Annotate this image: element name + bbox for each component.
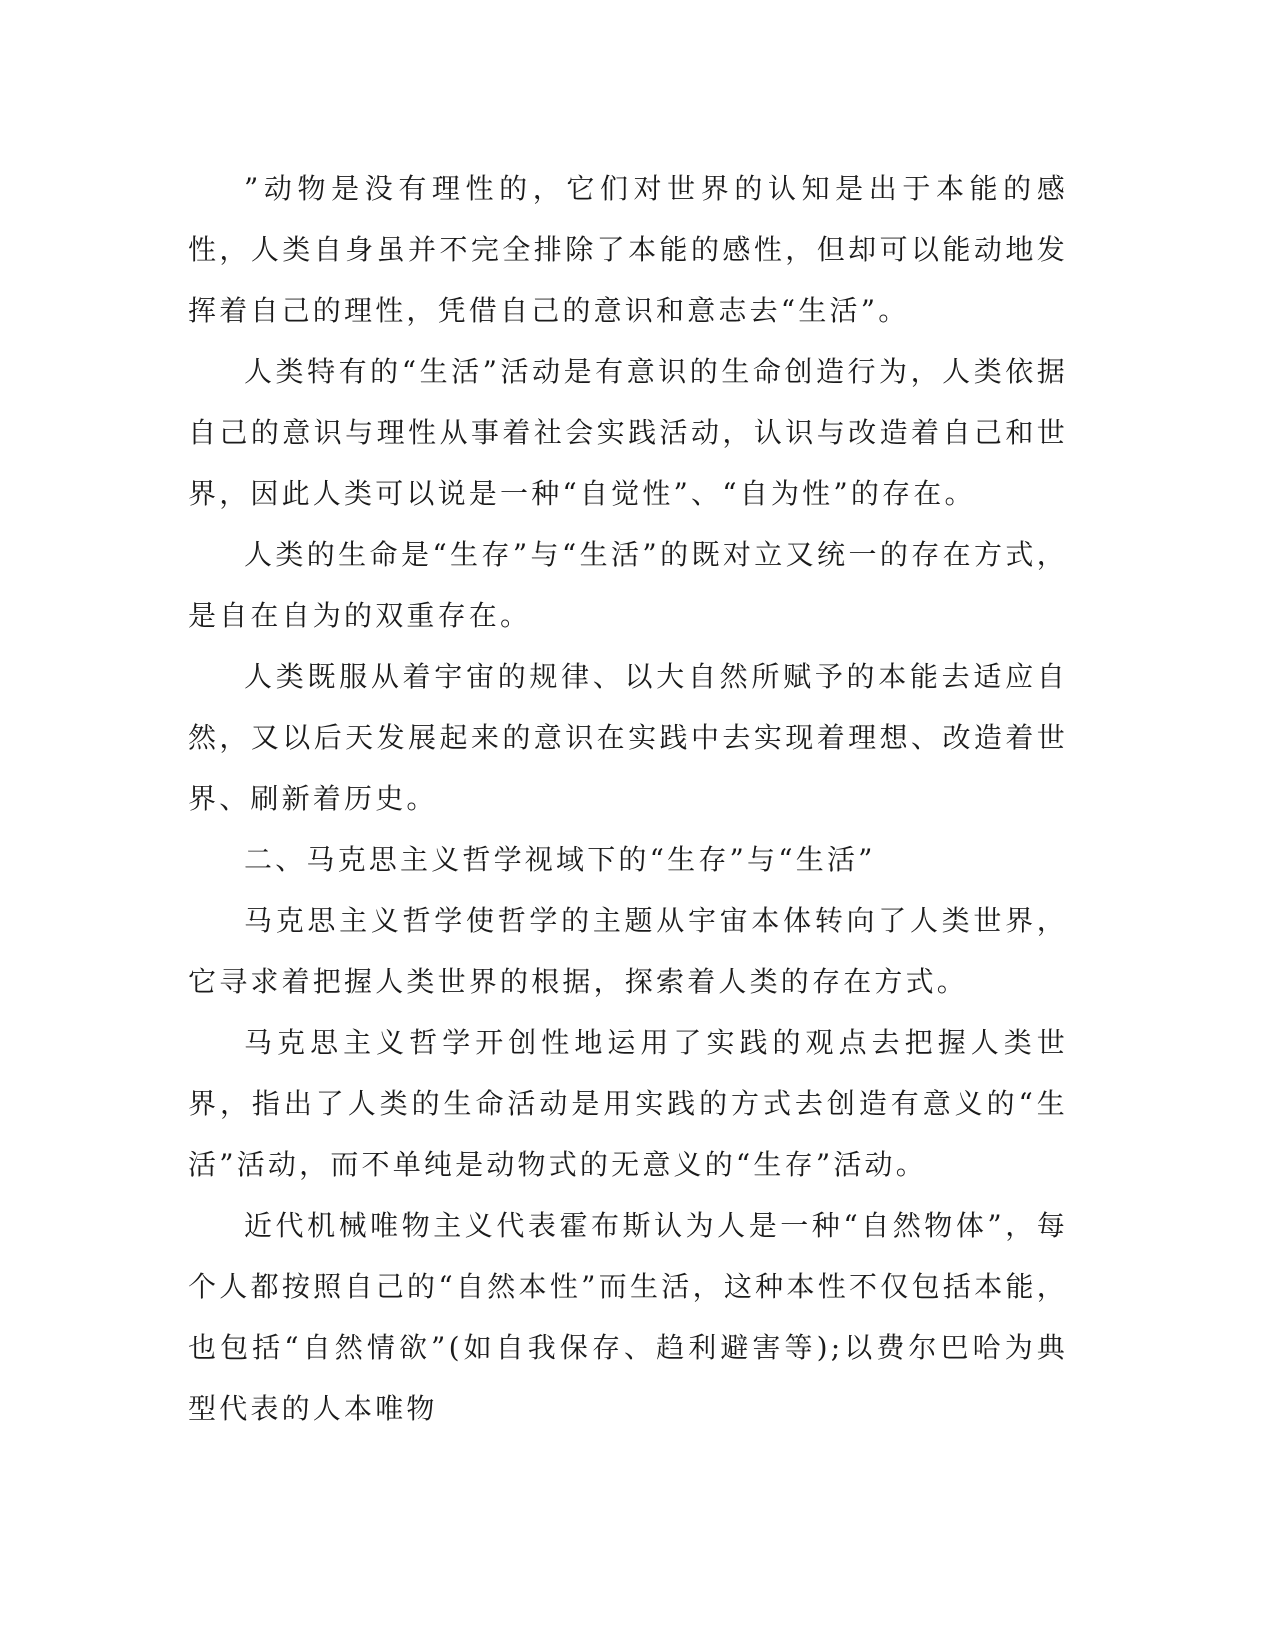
paragraph-animal-reason: ”动物是没有理性的，它们对世界的认知是出于本能的感性，人类自身虽并不完全排除了本能的感性，但却可以能动地发挥着自己的理性，凭借自己的意识和意志去“生活”。 xyxy=(188,172,1068,327)
paragraph-hobbes-feuerbach: 近代机械唯物主义代表霍布斯认为人是一种“自然物体”，每个人都按照自己的“自然本性”而生活，这种本性不仅包括本能，也包括“自然情欲”(如自我保存、趋利避害等);以费尔巴哈为典型代表的人本唯物 xyxy=(188,1209,1068,1425)
document-body xyxy=(188,158,1068,1439)
paragraph-marxism-practice: 马克思主义哲学开创性地运用了实践的观点去把握人类世界，指出了人类的生命活动是用实践的方式去创造有意义的“生活”活动，而不单纯是动物式的无意义的“生存”活动。 xyxy=(188,1026,1068,1181)
paragraph-dual-existence: 人类的生命是“生存”与“生活”的既对立又统一的存在方式，是自在自为的双重存在。 xyxy=(188,538,1068,632)
paragraph-marxism-theme: 马克思主义哲学使哲学的主题从宇宙本体转向了人类世界，它寻求着把握人类世界的根据，探索着人类的存在方式。 xyxy=(188,904,1068,998)
paragraph-obey-and-transform: 人类既服从着宇宙的规律、以大自然所赋予的本能去适应自然，又以后天发展起来的意识在实践中去实现着理想、改造着世界、刷新着历史。 xyxy=(188,660,1068,815)
paragraph-human-life-activity: 人类特有的“生活”活动是有意识的生命创造行为，人类依据自己的意识与理性从事着社会实践活动，认识与改造着自己和世界，因此人类可以说是一种“自觉性”、“自为性”的存在。 xyxy=(188,355,1068,510)
section-heading-marxism: 二、马克思主义哲学视域下的“生存”与“生活” xyxy=(244,843,876,876)
